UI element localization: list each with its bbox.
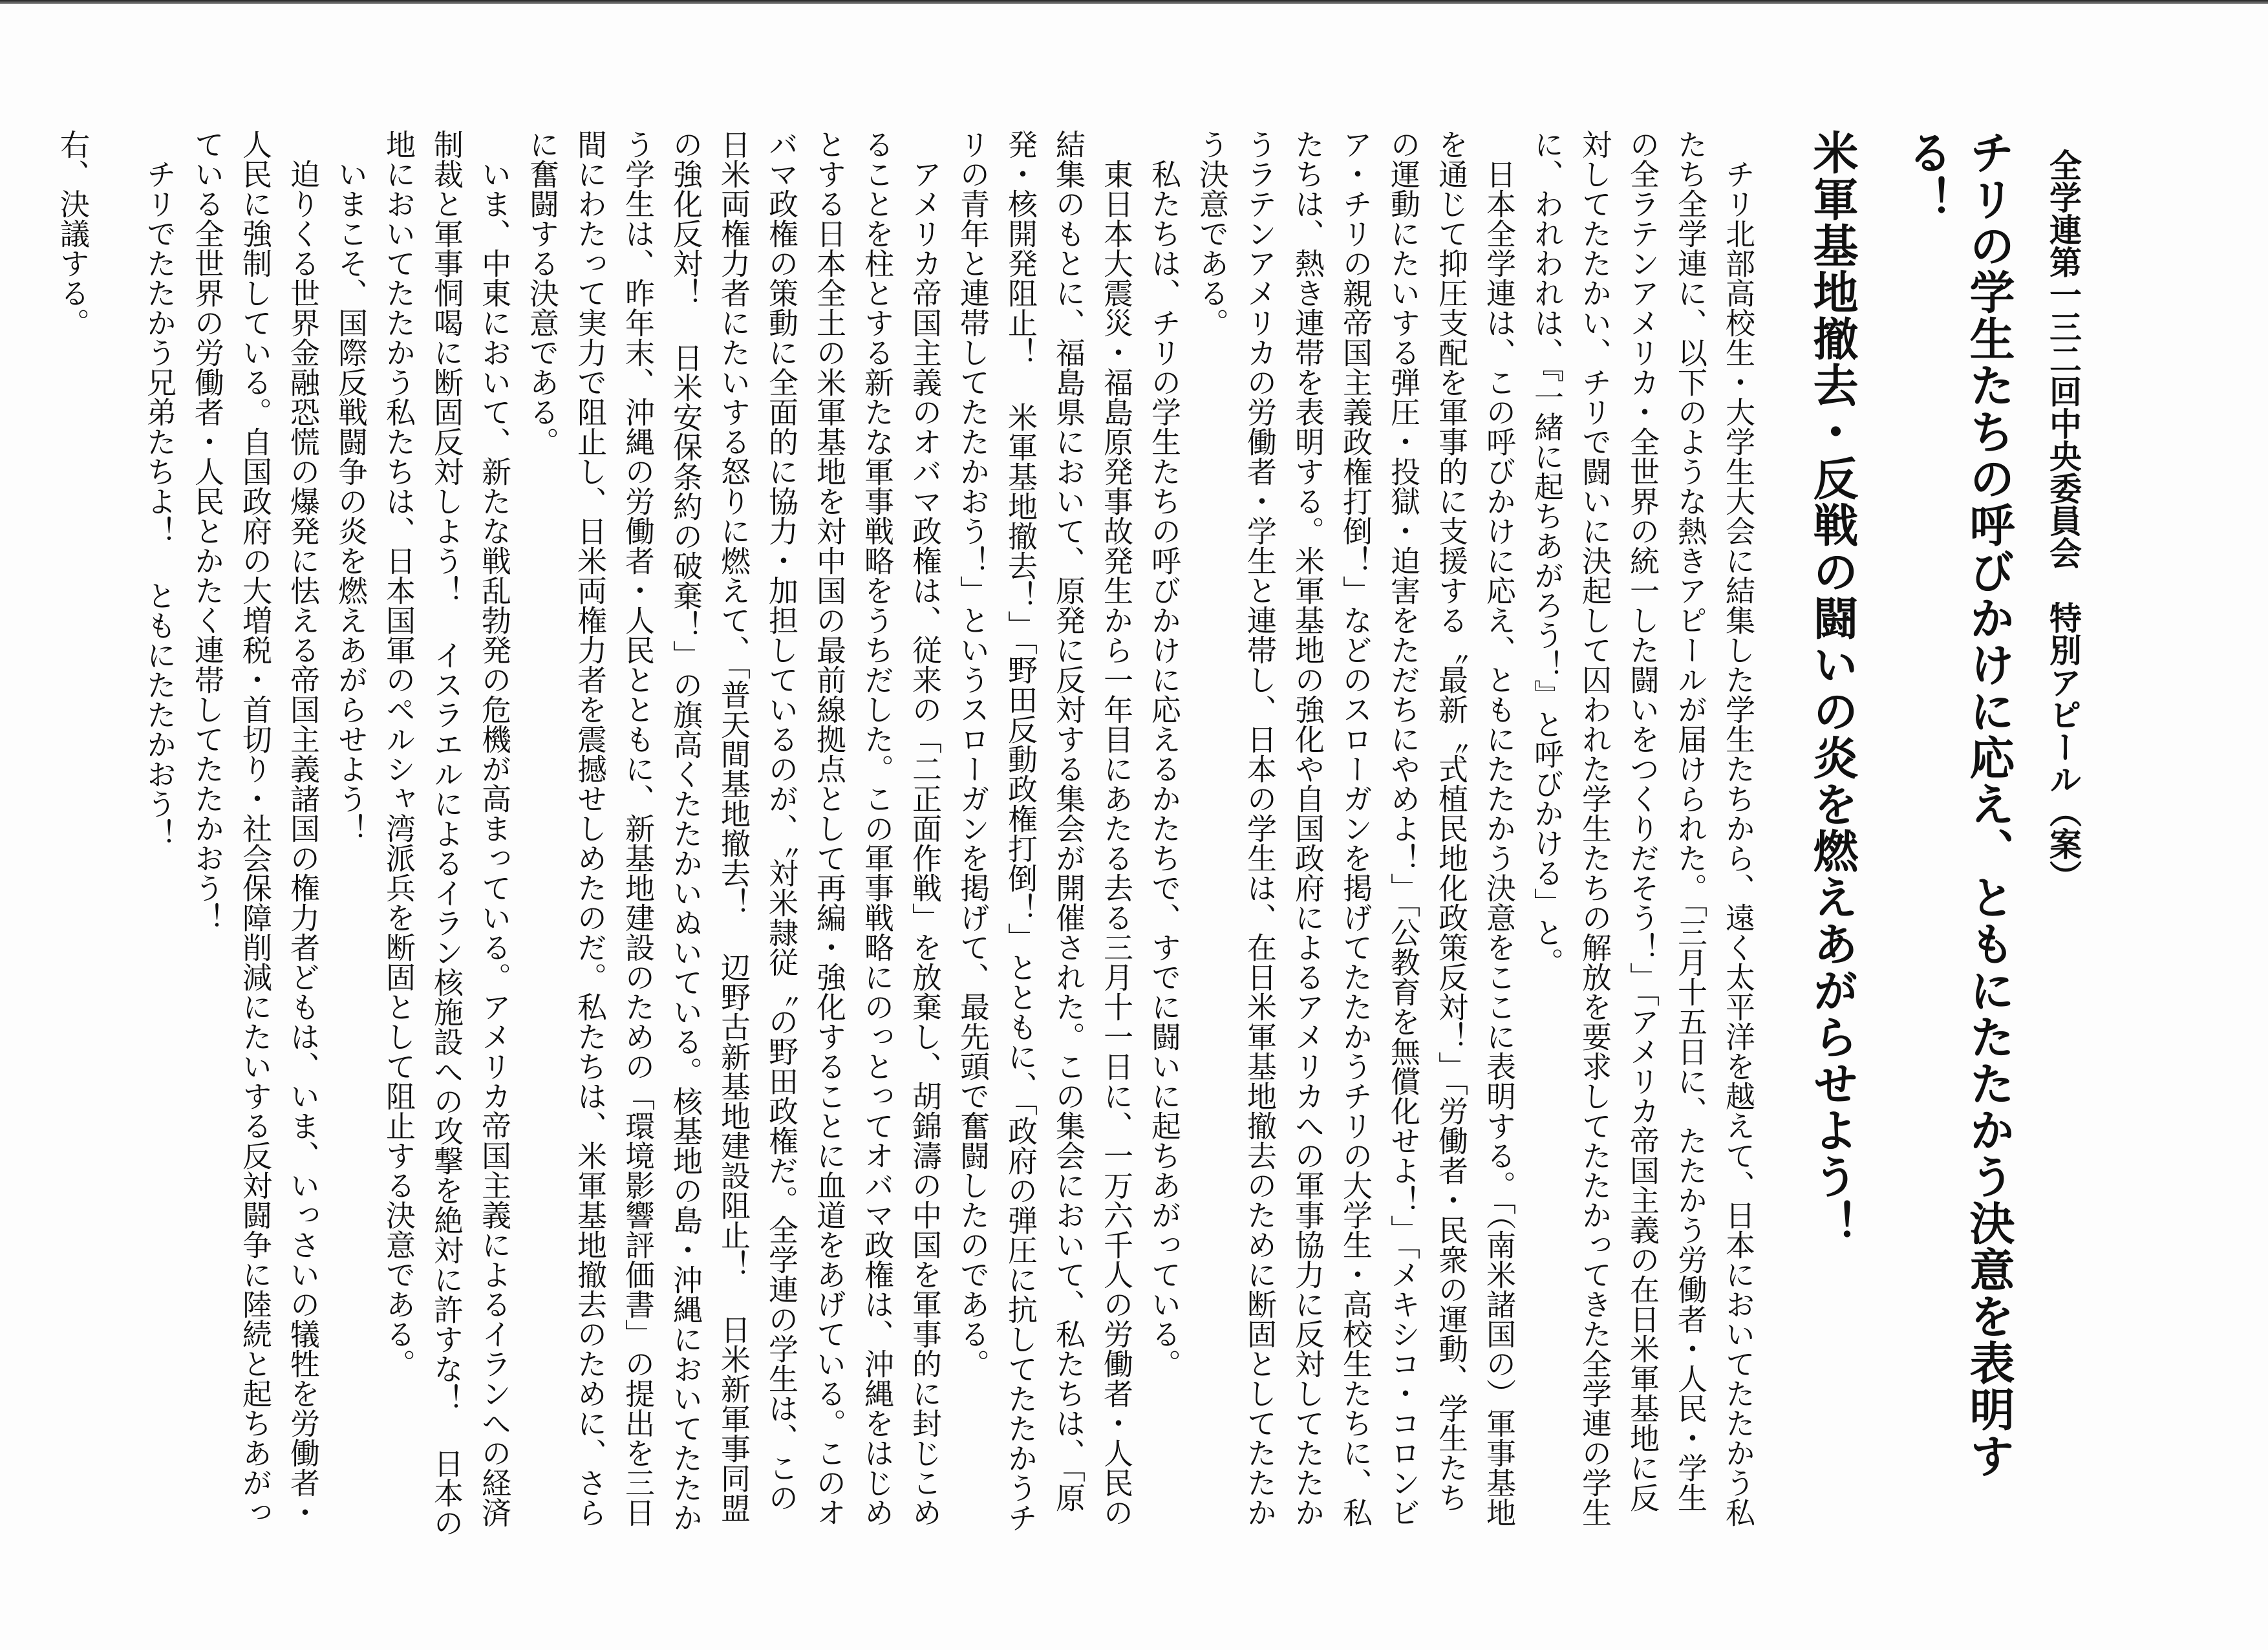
headline-line-1: チリの学生たちの呼びかけに応え、ともにたたかう決意を表明する！ bbox=[1900, 129, 2015, 1479]
paragraph: いま、中東において、新たな戦乱勃発の危機が高まっている。アメリカ帝国主義によるイランへの経済制裁と軍事恫喝に断固反対しよう！ イスラエルによるイラン核施設への攻撃を絶対に許すな！ 日本の地においてたたかう私たちは、日本国軍のペルシャ湾派兵を断固として阻止する決意である。 bbox=[381, 129, 512, 1538]
headline-line-2: 米軍基地撤去・反戦の闘いの炎を燃えあがらせよう！ bbox=[1806, 129, 1859, 1247]
paragraph: チリでたたかう兄弟たちよ！ ともにたたかおう！ bbox=[142, 159, 177, 848]
appeal-document bbox=[0, 129, 2087, 1539]
appeal-body bbox=[136, 129, 1762, 1539]
paragraph: 日本全学連は、この呼びかけに応え、ともにたたかう決意をここに表明する。「（南米諸国の）軍事基地を通じて抑圧支配を軍事的に支援する〝最新〝式植民地化政策反対！」「労働者・民衆の運動、学生たちの運動にたいする弾圧・投獄・迫害をただちにやめよ！」「公教育を無償化せよ！」「メキシコ・コロンビア・チリの親帝国主義政権打倒！」などのスローガンを掲げてたたかうチリの大学生・高校生たちに、私たちは、熱き連帯を表明する。米軍基地の強化や自国政府によるアメリカへの軍事協力に反対してたたかうラテンアメリカの労働者・学生と連帯し、日本の学生は、在日米軍基地撤去のために断固としてたたかう決意である。 bbox=[1195, 129, 1517, 1527]
document-header bbox=[2039, 129, 2087, 1539]
paragraph: 迫りくる世界金融恐慌の爆発に怯える帝国主義諸国の権力者どもは、いま、いっさいの犠牲を労働者・人民に強制している。自国政府の大増税・首切り・社会保障削減にたいする反対闘争に陸続と起ちあがっている全世界の労働者・人民とかたく連帯してたたかおう！ bbox=[190, 129, 321, 1527]
header-doc-type: 特別アピール（案） bbox=[2044, 601, 2082, 892]
scan-edge bbox=[0, 0, 2268, 4]
paragraph: 東日本大震災・福島原発事故発生から一年目にあたる去る三月十一日に、一万六千人の労働者・人民の結集のもとに、福島県において、原発に反対する集会が開催された。この集会において、私たちは、「原発・核開発阻止！ 米軍基地撤去！」「野田反動政権打倒！」とともに、「政府の弾圧に抗してたたかうチリの青年と連帯してたたかおう！」というスローガンを掲げて、最先頭で奮闘したのである。 bbox=[956, 129, 1134, 1532]
resolution-closing: 右、決議する。 bbox=[56, 129, 91, 338]
header-organization: 全学連第一三二回中央委員会 bbox=[2044, 149, 2082, 569]
paragraph: いまこそ、国際反戦闘争の炎を燃えあがらせよう！ bbox=[334, 159, 369, 843]
paragraph: チリ北部高校生・大学生大会に結集した学生たちから、遠く太平洋を越えて、日本においてたたかう私たち全学連に、以下のような熱きアピールが届けられた。「三月十五日に、たたかう労働者・人民・学生の全ラテンアメリカ・全世界の統一した闘いをつくりだそう！」「アメリカ帝国主義の在日米軍基地に反対してたたかい、チリで闘いに決起して囚われた学生たちの解放を要求してたたかってきた全学連の学生に、われわれは、『一緒に起ちあがろう！』と呼びかける」と。 bbox=[1530, 129, 1756, 1527]
paragraph: アメリカ帝国主義のオバマ政権は、従来の「二正面作戦」を放棄し、胡錦濤の中国を軍事的に封じこめることを柱とする新たな軍事戦略をうちだした。この軍事戦略にのっとってオバマ政権は、沖縄をはじめとする日本全土の米軍基地を対中国の最前線拠点として再編・強化することに血道をあげている。このオバマ政権の策動に全面的に協力・加担しているのが、〝対米隷従〝の野田政権だ。全学連の学生は、この日米両権力者にたいする怒りに燃えて、「普天間基地撤去！ 辺野古新基地建設阻止！ 日米新軍事同盟の強化反対！ 日米安保条約の破棄！」の旗高くたたかいぬいている。核基地の島・沖縄においてたたかう学生は、昨年末、沖縄の労働者・人民とともに、新基地建設のための「環境影響評価書」の提出を三日間にわたって実力で阻止し、日米両権力者を震撼せしめたのだ。私たちは、米軍基地撤去のために、さらに奮闘する決意である。 bbox=[525, 129, 943, 1532]
paragraph: 私たちは、チリの学生たちの呼びかけに応えるかたちで、すでに闘いに起ちあがっている。 bbox=[1147, 159, 1182, 1378]
